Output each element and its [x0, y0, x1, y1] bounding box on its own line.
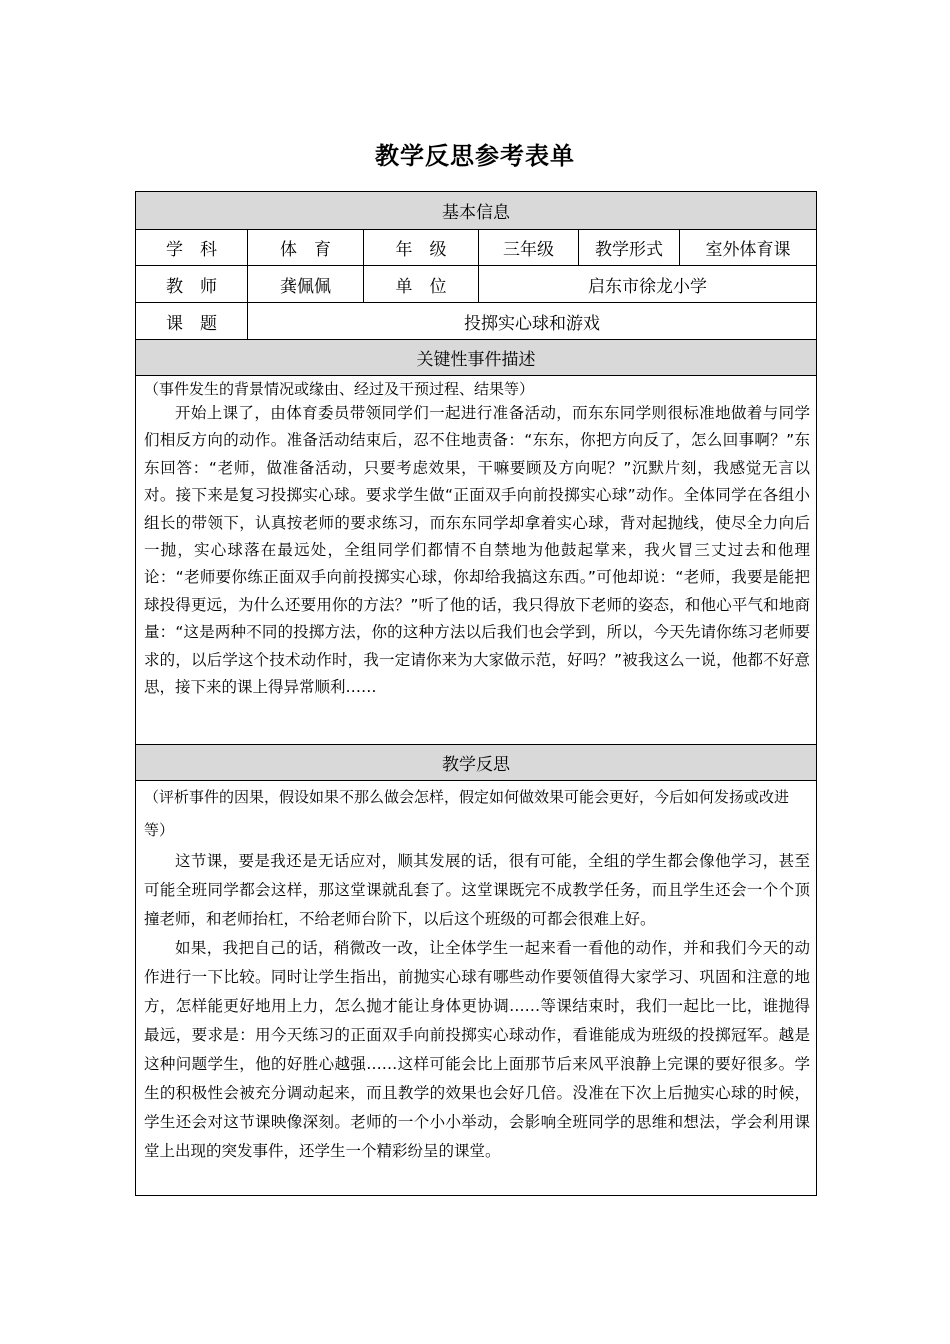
- subject-label: 学 科: [136, 230, 248, 266]
- subject-value: 体 育: [248, 230, 364, 266]
- reflection-body: [136, 781, 817, 1196]
- reflection-paragraph-1: 这节课，要是我还是无话应对，顺其发展的话，很有可能，全组的学生都会像他学习，甚至可能全班同学都会这样，那这堂课就乱套了。这堂课既完不成教学任务，而且学生还会一个个顶撞老师，和老师抬杠，不给老师台阶下，以后这个班级的可都会很难上好。: [144, 852, 810, 928]
- teaching-form-value: 室外体育课: [680, 230, 817, 266]
- teaching-form-label: 教学形式: [579, 230, 680, 266]
- topic-label: 课 题: [136, 303, 248, 340]
- page-title: 教学反思参考表单: [375, 142, 575, 170]
- key-event-note: （事件发生的背景情况或缘由、经过及干预过程、结果等）: [144, 380, 535, 398]
- reflection-header: 教学反思: [136, 745, 817, 781]
- reflection-note: （评析事件的因果，假设如果不那么做会怎样，假定如何做效果可能会更好，今后如何发扬或改进等）: [144, 788, 790, 839]
- topic-value: 投掷实心球和游戏: [248, 303, 817, 340]
- teacher-value: 龚佩佩: [248, 266, 364, 303]
- reflection-paragraph-2: 如果，我把自己的话，稍微改一改，让全体学生一起来看一看他的动作，并和我们今天的动作进行一下比较。同时让学生指出，前抛实心球有哪些动作要领值得大家学习、巩固和注意的地方，怎样能更好地用上力，怎么抛才能让身体更协调……等课结束时，我们一起比一比，谁抛得最远，要求是：用今天练习的正面双手向前投掷实心球动作，看谁能成为班级的投掷冠军。越是这种问题学生，他的好胜心越强……这样可能会比上面那节后来风平浪静上完课的要好很多。学生的积极性会被充分调动起来，而且教学的效果也会好几倍。没准在下次上后抛实心球的时候，学生还会对这节课映像深刻。老师的一个小小举动，会影响全班同学的思维和想法，学会利用课堂上出现的突发事件，还学生一个精彩纷呈的课堂。: [144, 939, 810, 1160]
- unit-label: 单 位: [364, 266, 479, 303]
- unit-value: 启东市徐龙小学: [479, 266, 817, 303]
- key-event-text: 开始上课了，由体育委员带领同学们一起进行准备活动，而东东同学则很标准地做着与同学们相反方向的动作。准备活动结束后，忍不住地责备：“东东，你把方向反了，怎么回事啊？”东东回答：“老师，做准备活动，只要考虑效果，干嘛要顾及方向呢？”沉默片刻，我感觉无言以对。接下来是复习投掷实心球。要求学生做“正面双手向前投掷实心球”动作。全体同学在各组小组长的带领下，认真按老师的要求练习，而东东同学却拿着实心球，背对起抛线，使尽全力向后一抛，实心球落在最远处，全组同学们都情不自禁地为他鼓起掌来，我火冒三丈过去和他理论：“老师要你练正面双手向前投掷实心球，你却给我搞这东西。”可他却说：“老师，我要是能把球投得更远，为什么还要用你的方法？”听了他的话，我只得放下老师的姿态，和他心平气和地商量：“这是两种不同的投掷方法，你的这种方法以后我们也会学到，所以，今天先请你练习老师要求的，以后学这个技术动作时，我一定请你来为大家做示范，好吗？”被我这么一说，他都不好意思，接下来的课上得异常顺利……: [144, 404, 810, 697]
- reflection-form-table: [135, 191, 817, 1196]
- grade-value: 三年级: [479, 230, 579, 266]
- key-event-header: 关键性事件描述: [136, 340, 817, 376]
- grade-label: 年 级: [364, 230, 479, 266]
- basic-info-header: 基本信息: [136, 192, 817, 230]
- key-event-body: [136, 376, 817, 745]
- teacher-label: 教 师: [136, 266, 248, 303]
